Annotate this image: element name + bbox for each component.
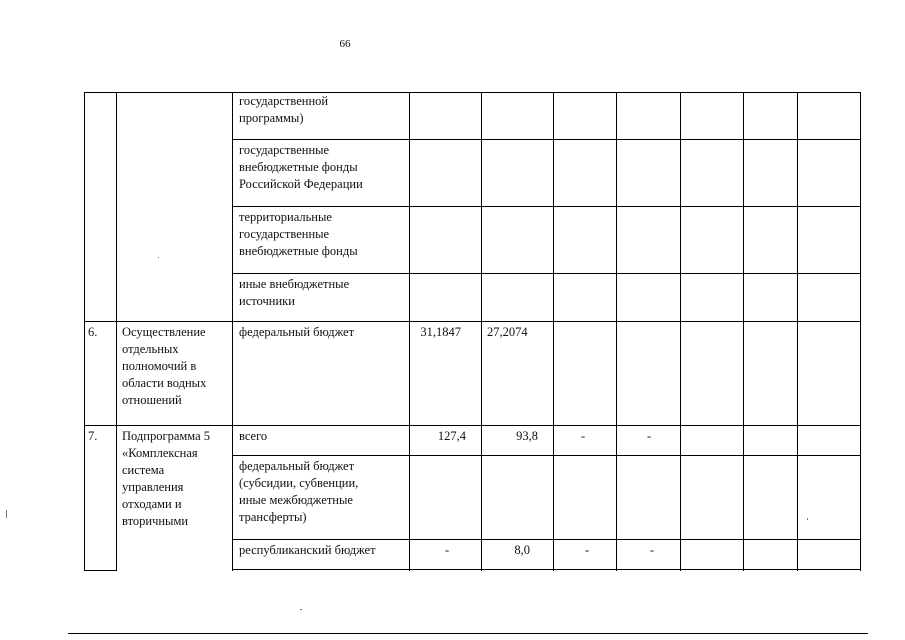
value-cell: 8,0 [514,543,530,557]
row-divider [232,206,861,207]
row-divider [84,321,861,322]
row-divider [84,425,861,426]
scan-speck [6,510,7,518]
row-divider [232,539,861,540]
table-col-divider [232,92,233,571]
source-cell: государственные внебюджетные фонды Российской Федерации [239,143,363,191]
table-col-divider [797,92,798,571]
value-cell: - [581,429,586,443]
value-cell: - [585,543,590,557]
table-col-divider [743,92,744,571]
measure-name: Подпрограмма 5 «Комплексная система управления отходами и вторичными [122,429,211,528]
row-divider [232,569,861,570]
source-cell: федеральный бюджет [239,325,355,339]
value-cell: 93,8 [516,429,538,443]
measure-name: Осуществление отдельных полномочий в области водных отношений [122,325,207,407]
row-number: 6. [88,325,98,339]
scan-speck [158,257,159,258]
value-cell: - [445,543,450,557]
page-number: 66 [339,38,351,50]
row-number: 7. [88,429,98,443]
table-border-bottom-partial [84,570,117,571]
value-cell: - [650,543,655,557]
row-divider [232,455,861,456]
value-cell: 127,4 [437,429,466,443]
table-border-left [84,92,85,571]
source-cell: территориальные государственные внебюджетные фонды [239,210,358,258]
value-cell: 27,2074 [487,325,528,339]
table-col-divider [116,92,117,571]
source-cell: всего [239,429,268,443]
table-border-top [84,92,861,93]
table-col-divider [553,92,554,571]
value-cell: - [647,429,652,443]
scan-speck [300,609,302,610]
table-col-divider [680,92,681,571]
value-cell: 31,1847 [420,325,461,339]
source-cell: государственной программы) [239,94,329,125]
source-cell: республиканский бюджет [239,543,376,557]
row-divider [232,139,861,140]
table-border-right [860,92,861,571]
source-cell: иные внебюджетные источники [239,277,350,308]
table-col-divider [481,92,482,571]
scan-speck [807,518,808,520]
table-col-divider [616,92,617,571]
scan-edge-line [68,633,868,634]
source-cell: федеральный бюджет (субсидии, субвенции, иные межбюджетные трансферты) [239,459,359,524]
row-divider [232,273,861,274]
